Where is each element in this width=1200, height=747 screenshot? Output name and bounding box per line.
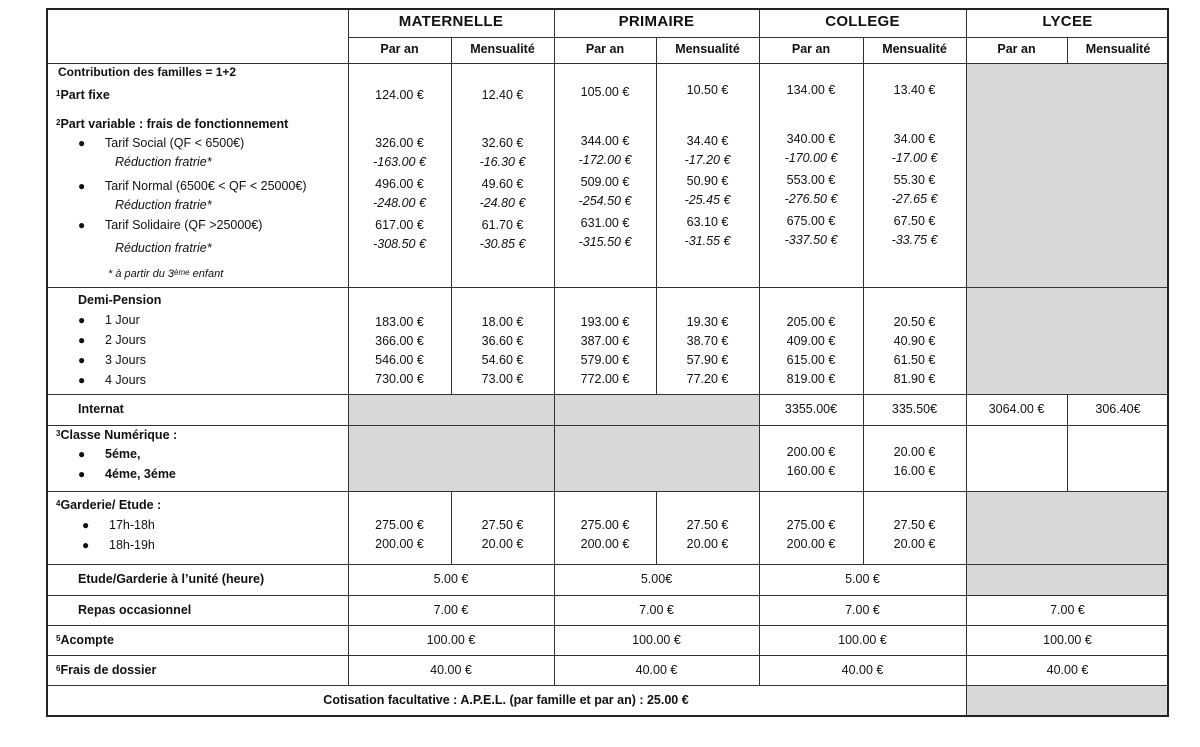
garderie-row-label: 17h-18h bbox=[109, 518, 155, 532]
shade-lycee-demi-pension bbox=[966, 287, 1169, 394]
tarif-social-label: Tarif Social (QF < 6500€) bbox=[105, 136, 245, 150]
value-cell: 19.30 € bbox=[686, 315, 729, 329]
reduction-cell: -248.00 € bbox=[373, 196, 426, 210]
demi-pension-row-label: 3 Jours bbox=[105, 353, 146, 367]
value-cell: 200.00 € bbox=[786, 537, 836, 551]
value-cell: 7.00 € bbox=[845, 603, 880, 617]
demi-pension-row-label: 2 Jours bbox=[105, 333, 146, 347]
reduction-cell: -172.00 € bbox=[578, 153, 632, 167]
value-cell: 183.00 € bbox=[375, 315, 424, 329]
value-cell: 675.00 € bbox=[786, 214, 836, 228]
header-college: COLLEGE bbox=[825, 13, 900, 30]
value-cell: 34.40 € bbox=[686, 134, 729, 148]
value-cell: 57.90 € bbox=[686, 353, 729, 367]
repas-label: Repas occasionnel bbox=[78, 603, 192, 617]
reduction-cell: -27.65 € bbox=[891, 192, 938, 206]
subheader-maternelle-an: Par an bbox=[380, 42, 419, 56]
value-cell: 200.00 € bbox=[786, 445, 836, 459]
value-cell: 63.10 € bbox=[686, 215, 729, 229]
garderie-title: $^4$Garderie/ Etude : bbox=[56, 498, 162, 512]
demi-pension-row-label: 1 Jour bbox=[105, 313, 140, 327]
part-fixe-label: $^1$Part fixe bbox=[56, 88, 110, 102]
numerique-row-label: 5éme, bbox=[105, 447, 141, 461]
value-cell: 496.00 € bbox=[375, 177, 424, 191]
shade-internat-maternelle bbox=[348, 394, 554, 425]
value-cell: 7.00 € bbox=[433, 603, 469, 617]
value-cell: 7.00 € bbox=[1050, 603, 1085, 617]
value-cell: 326.00 € bbox=[375, 136, 424, 150]
reduction-label: Réduction fratrie* bbox=[115, 155, 212, 169]
value-cell: 819.00 € bbox=[786, 372, 836, 386]
value-cell: 27.50 € bbox=[893, 518, 936, 532]
subheader-maternelle-mois: Mensualité bbox=[470, 42, 535, 56]
shade-lycee-cotisation bbox=[966, 685, 1169, 717]
value-cell: 205.00 € bbox=[786, 315, 836, 329]
tarif-solidaire-label: Tarif Solidaire (QF >25000€) bbox=[105, 218, 263, 232]
value-cell: 20.00 € bbox=[481, 537, 524, 551]
subheader-lycee-an: Par an bbox=[997, 42, 1036, 56]
acompte-label: $^5$Acompte bbox=[56, 633, 114, 647]
value-cell: 54.60 € bbox=[481, 353, 524, 367]
value-cell: 27.50 € bbox=[481, 518, 524, 532]
value-cell: 5.00€ bbox=[640, 572, 673, 586]
value-cell: 275.00 € bbox=[580, 518, 630, 532]
reduction-cell: -17.00 € bbox=[891, 151, 938, 165]
value-cell: 40.00 € bbox=[430, 663, 472, 677]
value-cell: 13.40 € bbox=[893, 83, 936, 97]
internat-college-mois: 335.50€ bbox=[891, 402, 938, 416]
value-cell: 61.70 € bbox=[481, 218, 524, 232]
value-cell: 34.00 € bbox=[893, 132, 936, 146]
value-cell: 200.00 € bbox=[375, 537, 424, 551]
value-cell: 67.50 € bbox=[893, 214, 936, 228]
tarif-normal-label: Tarif Normal (6500€ < QF < 25000€) bbox=[105, 179, 307, 193]
value-cell: 40.00 € bbox=[841, 663, 884, 677]
subheader-college-an: Par an bbox=[791, 42, 831, 56]
value-cell: 49.60 € bbox=[481, 177, 524, 191]
reduction-cell: -33.75 € bbox=[891, 233, 938, 247]
reduction-cell: -163.00 € bbox=[373, 155, 426, 169]
value-cell: 81.90 € bbox=[893, 372, 936, 386]
etude-unite-label: Etude/Garderie à l’unité (heure) bbox=[78, 572, 265, 586]
value-cell: 409.00 € bbox=[786, 334, 836, 348]
cotisation-text: Cotisation facultative : A.P.E.L. (par famille et par an) : 25.00 € bbox=[323, 693, 689, 707]
frais-dossier-label: $^6$Frais de dossier bbox=[56, 663, 157, 677]
internat-lycee-an: 3064.00 € bbox=[988, 402, 1045, 416]
reduction-cell: -30.85 € bbox=[479, 237, 526, 251]
subheader-primaire-mois: Mensualité bbox=[675, 42, 740, 56]
reduction-cell: -31.55 € bbox=[684, 234, 731, 248]
value-cell: 5.00 € bbox=[845, 572, 880, 586]
value-cell: 275.00 € bbox=[375, 518, 424, 532]
value-cell: 77.20 € bbox=[686, 372, 729, 386]
subheader-college-mois: Mensualité bbox=[882, 42, 947, 56]
value-cell: 160.00 € bbox=[786, 464, 836, 478]
value-cell: 20.00 € bbox=[893, 537, 936, 551]
header-primaire: PRIMAIRE bbox=[618, 13, 695, 30]
value-cell: 10.50 € bbox=[686, 83, 729, 97]
subheader-lycee-mois: Mensualité bbox=[1085, 42, 1151, 56]
internat-lycee-mois: 306.40€ bbox=[1095, 402, 1141, 416]
value-cell: 36.60 € bbox=[481, 334, 524, 348]
classe-numerique-title: $^3$Classe Numérique : bbox=[56, 428, 178, 442]
value-cell: 55.30 € bbox=[893, 173, 936, 187]
value-cell: 20.00 € bbox=[686, 537, 729, 551]
internat-college-an: 3355.00€ bbox=[784, 402, 838, 416]
reduction-cell: -24.80 € bbox=[479, 196, 526, 210]
shade-numerique-primaire bbox=[554, 425, 759, 491]
value-cell: 579.00 € bbox=[580, 353, 630, 367]
value-cell: 100.00 € bbox=[426, 633, 476, 647]
value-cell: 7.00 € bbox=[639, 603, 674, 617]
value-cell: 100.00 € bbox=[838, 633, 887, 647]
shade-lycee-contribution bbox=[966, 63, 1169, 287]
internat-label: Internat bbox=[78, 402, 124, 416]
value-cell: 100.00 € bbox=[632, 633, 681, 647]
value-cell: 40.00 € bbox=[1046, 663, 1089, 677]
value-cell: 27.50 € bbox=[686, 518, 729, 532]
reduction-cell: -16.30 € bbox=[479, 155, 526, 169]
value-cell: 200.00 € bbox=[580, 537, 630, 551]
reduction-cell: -308.50 € bbox=[373, 237, 426, 251]
value-cell: 5.00 € bbox=[433, 572, 469, 586]
reduction-cell: -25.45 € bbox=[684, 193, 731, 207]
value-cell: 32.60 € bbox=[481, 136, 524, 150]
value-cell: 40.00 € bbox=[635, 663, 678, 677]
value-cell: 124.00 € bbox=[375, 88, 424, 102]
value-cell: 344.00 € bbox=[580, 134, 630, 148]
reduction-cell: -337.50 € bbox=[784, 233, 838, 247]
value-cell: 12.40 € bbox=[481, 88, 524, 102]
header-maternelle: MATERNELLE bbox=[398, 13, 504, 30]
value-cell: 387.00 € bbox=[580, 334, 630, 348]
value-cell: 100.00 € bbox=[1043, 633, 1092, 647]
value-cell: 615.00 € bbox=[786, 353, 836, 367]
contribution-title: Contribution des familles = 1+2 bbox=[58, 65, 237, 79]
tuition-table: MATERNELLE PRIMAIRE COLLEGE LYCEE Par an Mensualité Par an Mensualité Par an Mensualité Par an Mensualité Contribution des familles = 1+2 $^1$Part fixe $^2$Part variable : frais de fonctionnement ● Tarif Social (QF < 6500€) Réduction fratrie* ● Tarif Normal (6500€ < QF < 25000€) Réduction fratrie* ● Tarif Solidaire (QF >25000€) Réduction fratrie* * à partir du 3ème enfant 124.00 € 12.40 € 105.00 € 10.50 € 134.00 € 13.40 € 326.00 € 32.60 € 344.00 € 34.40 € 340.00 € 34.00 € -163.00 € -16.30 € -172.00 € -17.20 € -170.00 € -17.00 € 496.00 € 49.60 € 509.00 € 50.90 € 553.00 € 55.30 € -248.00 € -24.80 € -254.50 € -25.45 € -276.50 € -27.65 € 617.00 € 61.70 € 631.00 € 63.10 € 675.00 € 67.50 € -308.50 € -30.85 € -315.50 € -31.55 € -337.50 € -33.75 € Demi-Pension ● 1 Jour ● 2 Jours ● 3 Jours ● 4 Jours 183.00 € 18.00 € 193.00 € 19.30 € 205.00 € 20.50 € 366.00 € 36.60 € 387.00 € 38.70 € 409.00 € 40.90 € 546.00 € 54.60 € 579.00 € 57.90 € 615.00 € 61.50 € 730.00 € 73.00 € 772.00 € 77.20 € 819.00 € 81.90 € Internat 3355.00€ 335.50€ 3064.00 € 306.40€ $^3$Classe Numérique : ● 5éme, ● 4éme, 3éme 200.00 € 20.00 € 160.00 € 16.00 € $^4$Garderie/ Etude : ● 17h-18h ● 18h-19h 275.00 € 27.50 € 275.00 € 27.50 € 275.00 € 27.50 € 200.00 € 20.00 € 200.00 € 20.00 € 200.00 € 20.00 € Etude/Garderie à l’unité (heure) 5.00 € 5.00€ 5.00 € Repas occasionnel 7.00 € 7.00 € 7.00 € 7.00 € $^5$Acompte 100.00 € 100.00 € 100.00 € 100.00 € $^6$Frais de dossier 40.00 € 40.00 € 40.00 € 40.00 € Cotisation facultative : A.P.E.L. (par famille et par an) : 25.00 € bbox=[46, 8, 1169, 717]
value-cell: 134.00 € bbox=[786, 83, 836, 97]
value-cell: 553.00 € bbox=[786, 173, 836, 187]
value-cell: 61.50 € bbox=[893, 353, 936, 367]
value-cell: 105.00 € bbox=[580, 85, 630, 99]
reduction-label: Réduction fratrie* bbox=[115, 198, 212, 212]
value-cell: 20.50 € bbox=[893, 315, 936, 329]
header-lycee: LYCEE bbox=[1042, 13, 1093, 30]
shade-numerique-maternelle bbox=[348, 425, 554, 491]
value-cell: 631.00 € bbox=[580, 216, 630, 230]
demi-pension-row-label: 4 Jours bbox=[105, 373, 146, 387]
numerique-row-label: 4éme, 3éme bbox=[105, 467, 176, 481]
reduction-cell: -276.50 € bbox=[784, 192, 838, 206]
value-cell: 546.00 € bbox=[375, 353, 424, 367]
value-cell: 16.00 € bbox=[893, 464, 936, 478]
value-cell: 40.90 € bbox=[893, 334, 936, 348]
value-cell: 730.00 € bbox=[375, 372, 424, 386]
garderie-row-label: 18h-19h bbox=[109, 538, 155, 552]
reduction-cell: -170.00 € bbox=[784, 151, 838, 165]
value-cell: 617.00 € bbox=[375, 218, 424, 232]
reduction-cell: -315.50 € bbox=[578, 235, 632, 249]
part-variable-label: $^2$Part variable : frais de fonctionnement bbox=[56, 117, 289, 131]
reduction-cell: -254.50 € bbox=[578, 194, 632, 208]
value-cell: 193.00 € bbox=[580, 315, 630, 329]
demi-pension-title: Demi-Pension bbox=[78, 293, 162, 307]
value-cell: 275.00 € bbox=[786, 518, 836, 532]
reduction-cell: -17.20 € bbox=[684, 153, 731, 167]
shade-internat-primaire bbox=[554, 394, 759, 425]
value-cell: 20.00 € bbox=[893, 445, 936, 459]
value-cell: 509.00 € bbox=[580, 175, 630, 189]
subheader-primaire-an: Par an bbox=[585, 42, 625, 56]
value-cell: 366.00 € bbox=[375, 334, 424, 348]
value-cell: 340.00 € bbox=[786, 132, 836, 146]
value-cell: 50.90 € bbox=[686, 174, 729, 188]
value-cell: 18.00 € bbox=[481, 315, 524, 329]
shade-lycee-garderie bbox=[966, 491, 1169, 564]
value-cell: 73.00 € bbox=[481, 372, 524, 386]
footnote: * à partir du 3ème enfant bbox=[108, 268, 224, 280]
shade-lycee-etude-unite bbox=[966, 564, 1169, 595]
reduction-label: Réduction fratrie* bbox=[115, 241, 212, 255]
value-cell: 38.70 € bbox=[686, 334, 729, 348]
value-cell: 772.00 € bbox=[580, 372, 630, 386]
